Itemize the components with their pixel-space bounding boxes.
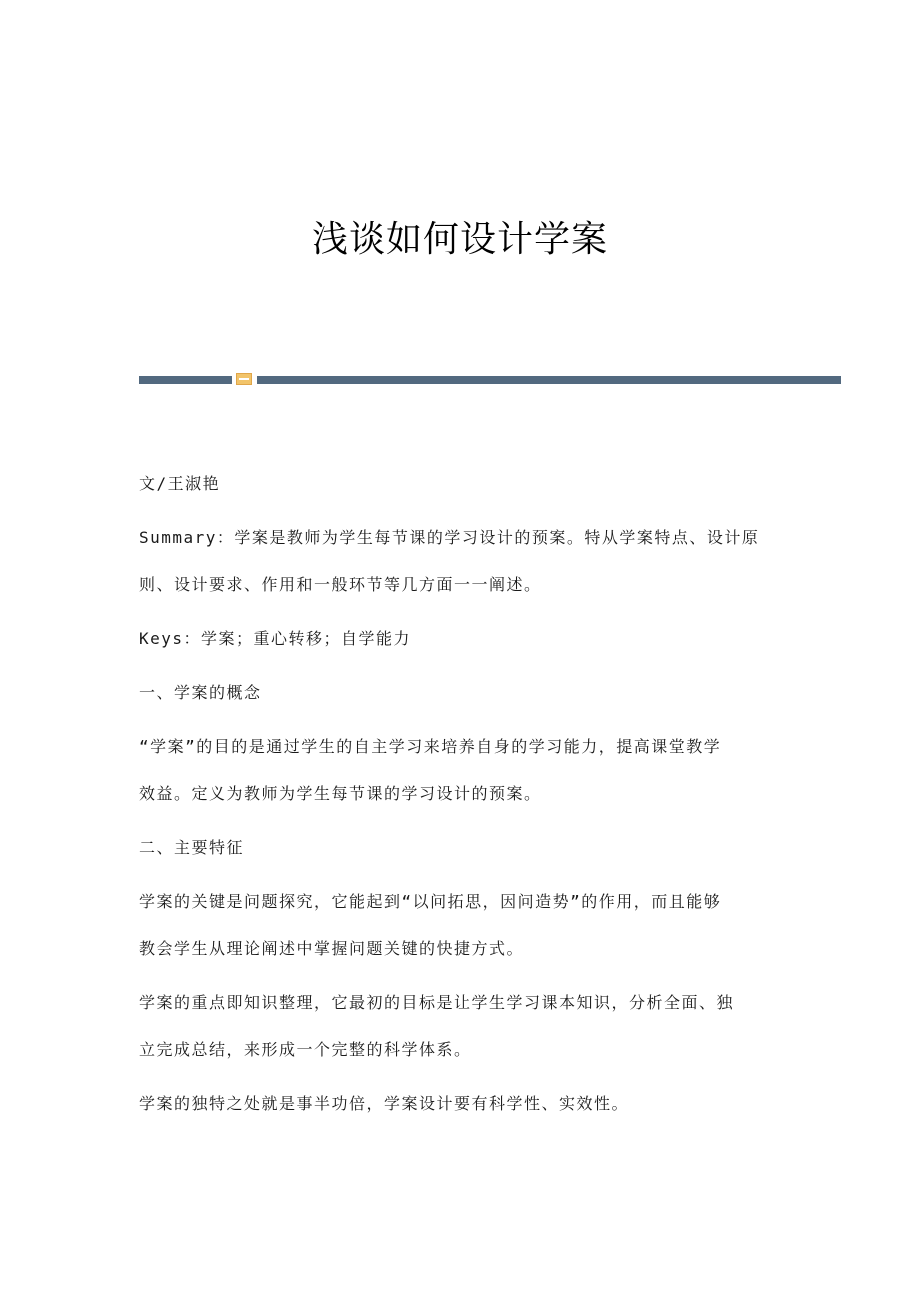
body-paragraph xyxy=(139,733,789,808)
document-title: 浅谈如何设计学案 xyxy=(311,219,608,260)
paragraph-line: 立完成总结，来形成一个完整的科学体系。 xyxy=(139,1040,472,1059)
paragraph-line: 学案的重点即知识整理，它最初的目标是让学生学习课本知识，分析全面、独 xyxy=(139,993,735,1012)
paragraph-line: Keys：学案；重心转移；自学能力 xyxy=(139,629,412,648)
paragraph-line: 效益。定义为教师为学生每节课的学习设计的预案。 xyxy=(139,784,542,803)
divider-bar-right xyxy=(257,376,841,384)
paragraph-line: Summary：学案是教师为学生每节课的学习设计的预案。特从学案特点、设计原 xyxy=(139,528,760,547)
body-paragraph xyxy=(139,1090,789,1118)
summary-paragraph xyxy=(139,524,789,599)
divider-bar-left xyxy=(139,376,232,384)
body-paragraph xyxy=(139,888,789,963)
author-line xyxy=(139,470,789,498)
document-body xyxy=(139,470,789,1144)
paragraph-line: 则、设计要求、作用和一般环节等几方面一一阐述。 xyxy=(139,575,542,594)
title-divider xyxy=(139,373,841,385)
paragraph-line: 学案的独特之处就是事半功倍，学案设计要有科学性、实效性。 xyxy=(139,1094,630,1113)
paragraph-line: 一、学案的概念 xyxy=(139,683,262,702)
paragraph-line: 学案的关键是问题探究，它能起到“以问拓思，因问造势”的作用，而且能够 xyxy=(139,892,722,911)
divider-emblem-icon xyxy=(236,373,252,385)
keywords-paragraph xyxy=(139,625,789,653)
body-paragraph xyxy=(139,989,789,1064)
paragraph-line: 教会学生从理论阐述中掌握问题关键的快捷方式。 xyxy=(139,939,525,958)
paragraph-line: “学案”的目的是通过学生的自主学习来培养自身的学习能力，提高课堂教学 xyxy=(139,737,722,756)
section-heading-1 xyxy=(139,679,789,707)
paragraph-line: 文/王淑艳 xyxy=(139,474,221,493)
paragraph-line: 二、主要特征 xyxy=(139,838,245,857)
section-heading-2 xyxy=(139,834,789,862)
